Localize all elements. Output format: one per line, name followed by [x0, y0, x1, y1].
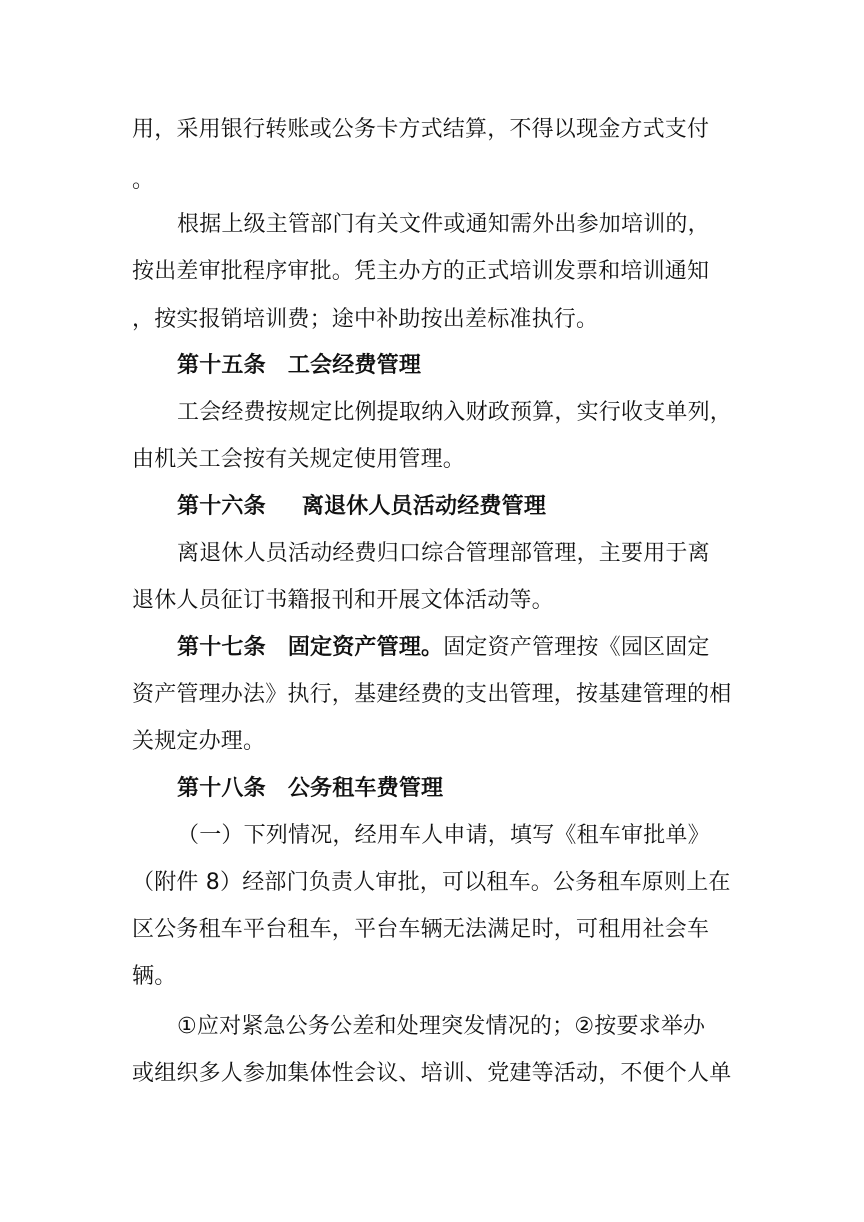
article-18-heading [177, 774, 742, 804]
text-line: （附件 8）经部门负责人审批，可以租车。公务租车原则上在 [132, 870, 731, 895]
text-line: 用，采用银行转账或公务卡方式结算，不得以现金方式支付 [132, 117, 710, 142]
text-line: 退休人员征订书籍报刊和开展文体活动等。 [132, 588, 554, 613]
text-line: 。 [132, 168, 155, 193]
text-line: 或组织多人参加集体性会议、培训、党建等活动，不便个人单 [132, 1061, 732, 1086]
text-line: ，按实报销培训费；途中补助按出差标准执行。 [132, 307, 599, 332]
article-number: 第十五条 [177, 353, 266, 378]
article-title: 公务租车费管理 [287, 776, 444, 801]
article-17-heading [177, 633, 742, 663]
text-line: 资产管理办法》执行，基建经费的支出管理，按基建管理的相 [132, 682, 732, 707]
article-number: 第十八条 [177, 776, 266, 801]
text-line: 由机关工会按有关规定使用管理。 [132, 447, 466, 472]
text-line: ①应对紧急公务公差和处理突发情况的；②按要求举办 [177, 1014, 706, 1039]
article-period: 。 [421, 635, 444, 660]
article-16-heading [177, 492, 742, 522]
article-number: 第十七条 [177, 635, 266, 660]
article-15-heading [177, 351, 742, 381]
text-line: 工会经费按规定比例提取纳入财政预算，实行收支单列， [177, 400, 733, 425]
text-line: 区公务租车平台租车，平台车辆无法满足时，可租用社会车 [132, 917, 710, 942]
text-line: （一）下列情况，经用车人申请，填写《租车审批单》 [177, 823, 710, 848]
text-line: 离退休人员活动经费归口综合管理部管理，主要用于离 [177, 541, 710, 566]
article-title: 固定资产管理 [287, 635, 422, 660]
article-title: 工会经费管理 [287, 353, 422, 378]
article-title: 离退休人员活动经费管理 [301, 494, 547, 519]
text-line: 按出差审批程序审批。凭主办方的正式培训发票和培训通知 [132, 259, 710, 284]
text-line: 根据上级主管部门有关文件或通知需外出参加培训的， [177, 212, 710, 237]
text-line: 辆。 [132, 964, 177, 989]
article-text: 固定资产管理按《园区固定 [443, 635, 710, 660]
text-line: 关规定办理。 [132, 729, 266, 754]
article-number: 第十六条 [177, 494, 266, 519]
